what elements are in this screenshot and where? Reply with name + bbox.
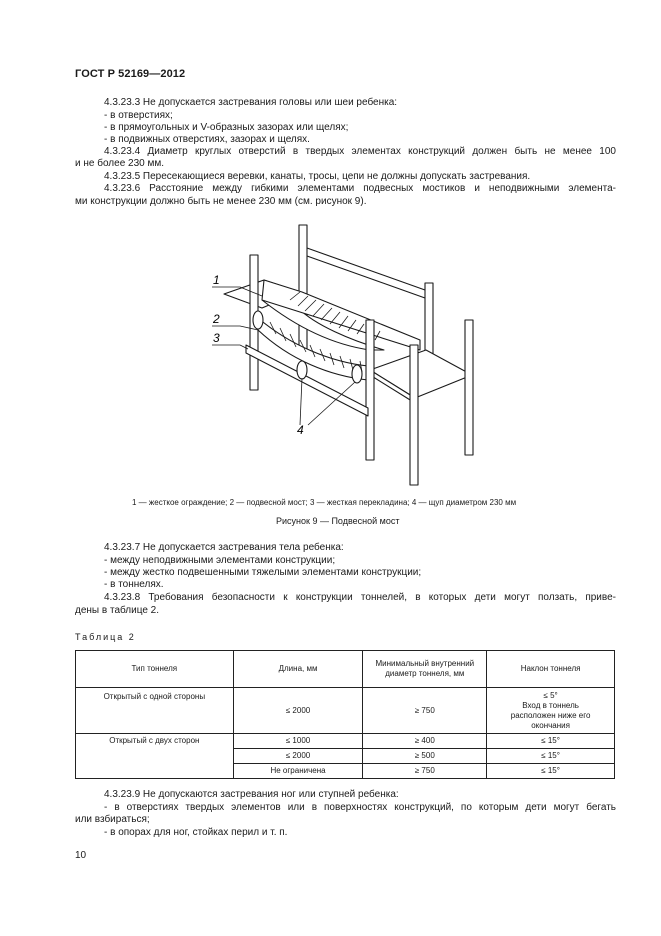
table-row [76,688,615,734]
page-header: ГОСТ Р 52169—2012 [75,68,186,80]
cell-slope: ≤ 15° [487,764,615,779]
page-number: 10 [75,850,87,861]
figure-caption: Рисунок 9 — Подвесной мост [276,516,400,526]
list-item: - между неподвижными элементами конструкции; [104,555,336,566]
clause-4-3-23-4-line1: 4.3.23.4 Диаметр круглых отверстий в твердых элементах конструкций должен быть не менее 100 [104,146,616,157]
figure-label-2: 2 [213,312,220,326]
table-header-row [76,651,615,688]
cell-slope: ≤ 15° [487,749,615,764]
cell-length: Не ограничена [233,764,363,779]
clause-4-3-23-5: 4.3.23.5 Пересекающиеся веревки, канаты, тросы, цепи не должны допускать застревания. [104,171,531,182]
cell-diameter: ≥ 750 [363,688,487,734]
slope-line: Вход в тоннель [522,700,579,710]
figure-label-1: 1 [213,273,220,287]
cell-length: ≤ 1000 [233,734,363,749]
cell-type: Открытый с одной стороны [76,688,234,734]
cell-slope: ≤ 15° [487,734,615,749]
cell-diameter: ≥ 750 [363,764,487,779]
col-header-type: Тип тоннеля [76,651,234,688]
clause-4-3-23-6-line1: 4.3.23.6 Расстояние между гибкими элементами подвесных мостиков и неподвижными элемента- [104,183,616,194]
clause-4-3-23-6-line2: ми конструкции должно быть не менее 230 мм (см. рисунок 9). [75,196,367,207]
slope-line: расположен ниже его [510,710,591,720]
list-item: - в подвижных отверстиях, зазорах и щелях. [104,134,310,145]
col-header-slope: Наклон тоннеля [487,651,615,688]
table-row [76,734,615,749]
list-item-continuation: или взбираться; [75,814,150,825]
clause-4-3-23-8-line1: 4.3.23.8 Требования безопасности к конструкции тоннелей, в которых дети могут ползать, приве- [104,592,616,603]
clause-4-3-23-9-head: 4.3.23.9 Не допускаются застревания ног или ступней ребенка: [104,789,399,800]
figure-label-3: 3 [213,331,220,345]
cell-length: ≤ 2000 [233,749,363,764]
clause-4-3-23-7-head: 4.3.23.7 Не допускается застревания тела ребенка: [104,542,344,553]
cell-type: Открытый с двух сторон [76,734,234,779]
slope-line: ≤ 5° [543,690,558,700]
col-header-diameter: Минимальный внутренний диаметр тоннеля, мм [363,651,487,688]
list-item: - в отверстиях; [104,110,173,121]
table-label: Таблица 2 [75,632,136,642]
figure-label-4: 4 [297,423,304,437]
cell-diameter: ≥ 500 [363,749,487,764]
clause-4-3-23-3-head: 4.3.23.3 Не допускается застревания головы или шеи ребенка: [104,97,398,108]
list-item: - в отверстиях твердых элементов или в поверхностях конструкций, по которым дети могут бегать [104,802,616,813]
figure-legend: 1 — жесткое ограждение; 2 — подвесной мост; 3 — жесткая перекладина; 4 — щуп диаметром 230 мм [132,498,517,507]
list-item: - в прямоугольных и V-образных зазорах или щелях; [104,122,349,133]
list-item: - в опорах для ног, стойках перил и т. п. [104,827,288,838]
clause-4-3-23-8-line2: дены в таблице 2. [75,605,159,616]
cell-slope [487,688,615,734]
slope-line: окончания [531,720,570,730]
cell-diameter: ≥ 400 [363,734,487,749]
clause-4-3-23-4-line2: и не более 230 мм. [75,158,165,169]
list-item: - в тоннелях. [104,579,164,590]
col-header-length: Длина, мм [233,651,363,688]
cell-length: ≤ 2000 [233,688,363,734]
tunnel-table [75,650,615,779]
list-item: - между жестко подвешенными тяжелыми элементами конструкции; [104,567,422,578]
